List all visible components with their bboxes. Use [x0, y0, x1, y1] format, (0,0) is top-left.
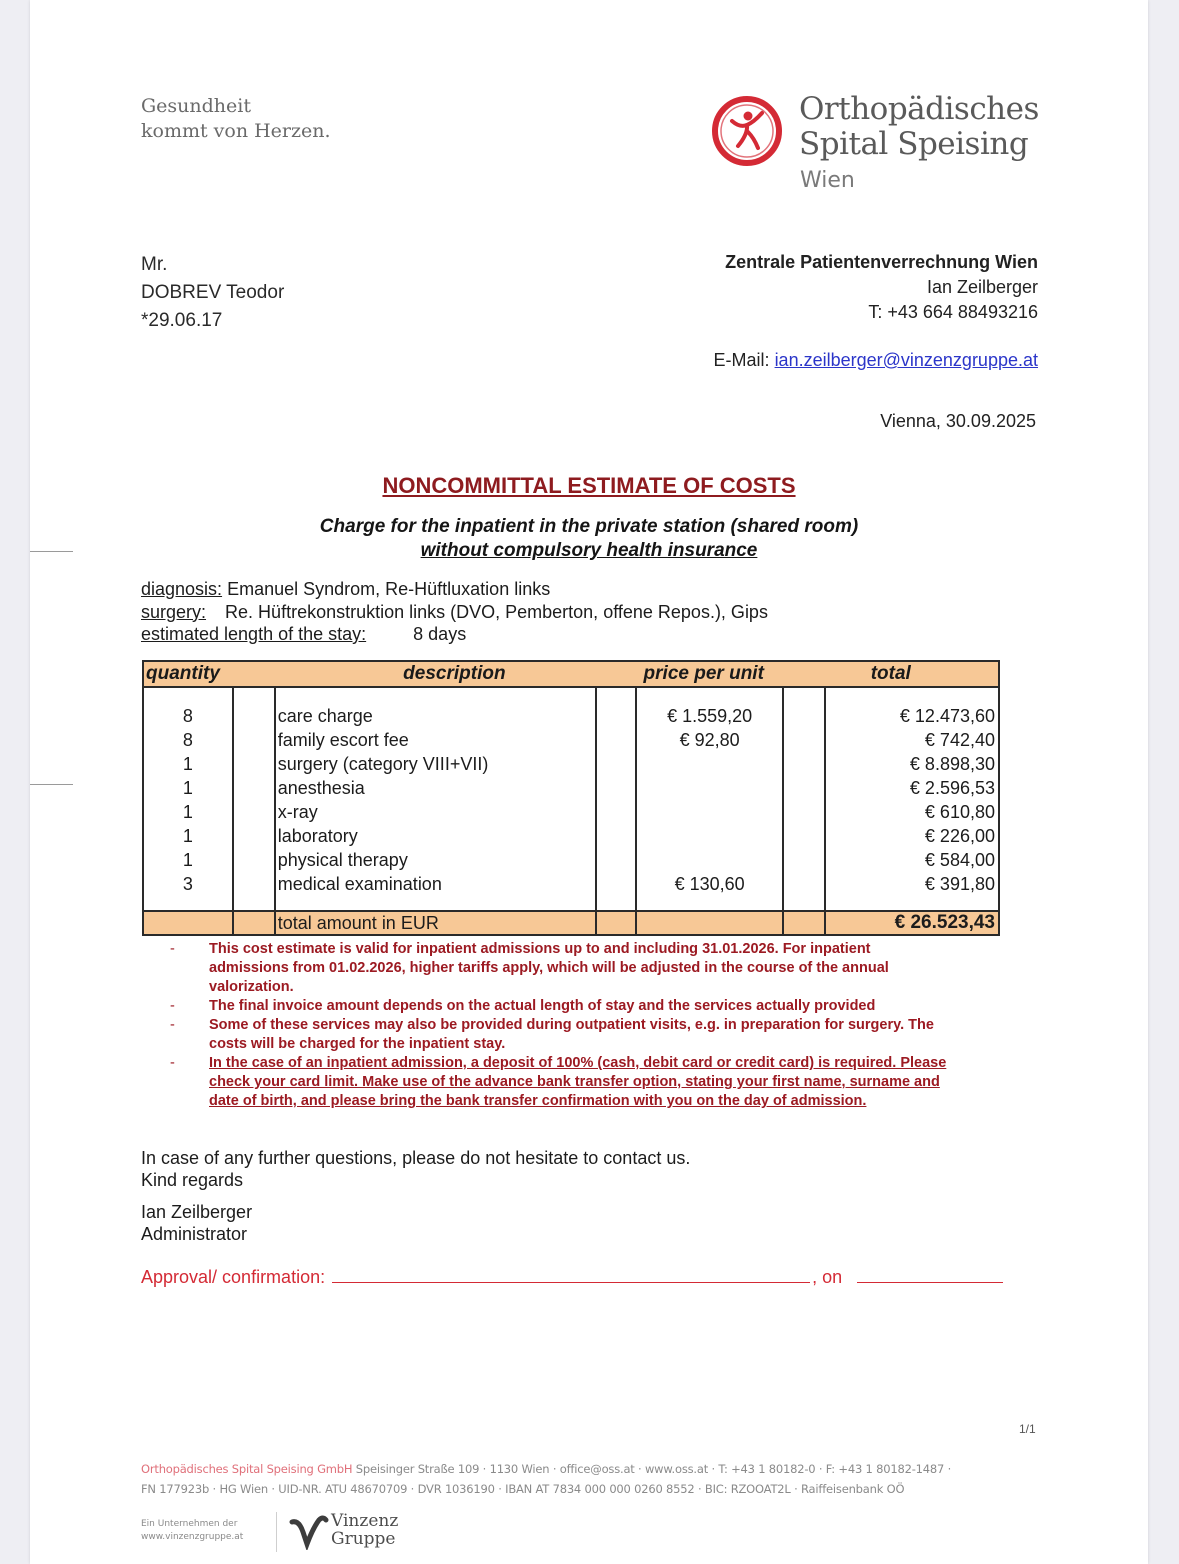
signer-name: Ian Zeilberger	[141, 1202, 253, 1222]
diagnosis-line	[141, 578, 768, 601]
slogan	[141, 94, 331, 144]
row-price-per-unit	[636, 752, 784, 776]
note-text: In the case of an inpatient admission, a deposit of 100% (cash, debit card or credit card) is required. Please check your card limit. Make use of the advance bank transfer option, stating your first name, surname and date of birth, and please bring the bank transfer confirmation with you on the day of admission.	[209, 1055, 947, 1109]
footer-company-name: Orthopädisches Spital Speising GmbH	[141, 1462, 353, 1476]
row-description: surgery (category VIII+VII)	[275, 752, 596, 776]
row-quantity: 1	[182, 754, 193, 774]
email-link[interactable]: ian.zeilberger@vinzenzgruppe.at	[774, 350, 1038, 370]
note-item	[170, 1054, 950, 1111]
row-total: € 391,80	[825, 872, 999, 896]
bullet-dash: -	[170, 941, 175, 957]
row-description: x-ray	[275, 800, 596, 824]
table-spacer	[143, 896, 999, 911]
empty-cell	[233, 728, 275, 752]
footer-registration: FN 177923b · HG Wien · UID-NR. ATU 48670709 · DVR 1036190 · IBAN AT 7834 000 000 0260 8552 · BIC: RZOOAT2L · Raiffeisenbank OÖ	[141, 1482, 905, 1496]
table-row	[143, 848, 999, 872]
vinzenz-v-icon	[289, 1514, 329, 1550]
recipient-birth-date: *29.06.17	[141, 310, 223, 331]
header-price-per-unit: price per unit	[596, 661, 784, 687]
table-spacer	[143, 687, 999, 704]
signer-title: Administrator	[141, 1224, 248, 1244]
row-quantity: 8	[182, 730, 193, 750]
recipient-name: DOBREV Teodor	[141, 282, 285, 303]
empty-cell	[233, 824, 275, 848]
surgery-line	[141, 601, 768, 624]
approval-signature-field[interactable]	[332, 1264, 810, 1283]
approval-line	[141, 1264, 1003, 1288]
row-quantity: 1	[182, 850, 193, 870]
table-row	[143, 824, 999, 848]
header-total: total	[783, 661, 999, 687]
row-quantity: 3	[182, 874, 193, 894]
row-quantity: 1	[182, 826, 193, 846]
fold-mark	[30, 784, 73, 785]
empty-cell	[596, 728, 636, 752]
empty-cell	[783, 824, 825, 848]
group-note: Ein Unternehmen der www.vinzenzgruppe.at	[141, 1519, 244, 1542]
sender-block	[725, 250, 1038, 325]
hospital-city: Wien	[800, 168, 855, 193]
bullet-dash: -	[170, 998, 175, 1014]
footer-company-info	[141, 1459, 951, 1499]
row-description: care charge	[275, 704, 596, 728]
note-text: Some of these services may also be provided during outpatient visits, e.g. in preparation for surgery. The costs will be charged for the inpatient stay.	[209, 1017, 934, 1052]
sender-email-line	[714, 350, 1038, 371]
footer-address: Speisinger Straße 109 · 1130 Wien · office@oss.at · www.oss.at · T: +43 1 80182-0 · F: +43 1 80182-1487 ·	[352, 1462, 952, 1476]
closing-line: In case of any further questions, please do not hesitate to contact us.	[141, 1148, 691, 1168]
empty-cell	[596, 776, 636, 800]
cost-table	[142, 660, 1000, 936]
grand-total-value: € 26.523,43	[825, 911, 999, 935]
row-description: anesthesia	[275, 776, 596, 800]
empty-cell	[783, 704, 825, 728]
row-total: € 742,40	[825, 728, 999, 752]
table-row	[143, 776, 999, 800]
empty-cell	[233, 848, 275, 872]
sender-organization: Zentrale Patientenverrechnung Wien	[725, 252, 1038, 272]
closing-text	[141, 1147, 690, 1191]
table-row	[143, 800, 999, 824]
page-number: 1/1	[1019, 1422, 1036, 1436]
surgery-value: Re. Hüftrekonstruktion links (DVO, Pemberton, offene Repos.), Gips	[225, 601, 768, 622]
row-total: € 12.473,60	[825, 704, 999, 728]
row-quantity: 8	[182, 706, 193, 726]
hospital-logo-icon	[710, 94, 784, 168]
row-price-per-unit	[636, 824, 784, 848]
empty-cell	[783, 752, 825, 776]
document-page	[30, 0, 1148, 1564]
row-quantity: 1	[182, 778, 193, 798]
slogan-line: Gesundheit	[141, 95, 252, 117]
row-price-per-unit	[636, 848, 784, 872]
row-total: € 610,80	[825, 800, 999, 824]
row-description: physical therapy	[275, 848, 596, 872]
notes-list	[170, 940, 950, 1111]
row-total: € 226,00	[825, 824, 999, 848]
table-total-row	[143, 911, 999, 935]
stay-label: estimated length of the stay:	[141, 624, 367, 644]
table-header-row	[143, 661, 999, 687]
total-label: total amount in EUR	[275, 911, 596, 935]
row-total: € 2.596,53	[825, 776, 999, 800]
note-text: The final invoice amount depends on the actual length of stay and the services actually provided	[209, 998, 876, 1014]
row-price-per-unit: € 1.559,20	[636, 704, 784, 728]
table-row	[143, 704, 999, 728]
email-label: E-Mail:	[713, 350, 770, 370]
table-row	[143, 752, 999, 776]
recipient-address	[141, 251, 284, 335]
row-total: € 584,00	[825, 848, 999, 872]
approval-on-label: , on	[812, 1267, 843, 1287]
empty-cell	[596, 824, 636, 848]
bullet-dash: -	[170, 1017, 175, 1033]
row-description: laboratory	[275, 824, 596, 848]
hospital-name: Orthopädisches Spital Speising	[799, 91, 1039, 162]
row-price-per-unit: € 92,80	[636, 728, 784, 752]
empty-cell	[233, 800, 275, 824]
empty-cell	[596, 848, 636, 872]
table-row	[143, 728, 999, 752]
row-price-per-unit: € 130,60	[636, 872, 784, 896]
diagnosis-value: Emanuel Syndrom, Re-Hüftluxation links	[227, 579, 551, 599]
empty-cell	[596, 800, 636, 824]
surgery-label: surgery:	[141, 601, 207, 622]
header-description: description	[275, 661, 596, 687]
approval-date-field[interactable]	[857, 1264, 1003, 1283]
approval-label: Approval/ confirmation:	[141, 1267, 326, 1287]
row-price-per-unit	[636, 776, 784, 800]
empty-cell	[233, 752, 275, 776]
empty-cell	[783, 728, 825, 752]
row-total: € 8.898,30	[825, 752, 999, 776]
empty-cell	[233, 872, 275, 896]
sender-phone: T: +43 664 88493216	[868, 302, 1038, 322]
note-item	[170, 940, 950, 997]
row-description: family escort fee	[275, 728, 596, 752]
note-item	[170, 997, 950, 1016]
note-text: This cost estimate is valid for inpatient admissions up to and including 31.01.2026. For inpatient admissions from 01.02.2026, higher tariffs apply, which will be adjusted in the course of the annual valorization.	[209, 941, 889, 995]
empty-cell	[233, 776, 275, 800]
empty-cell	[233, 704, 275, 728]
empty-cell	[596, 704, 636, 728]
sender-contact-name: Ian Zeilberger	[926, 277, 1038, 297]
table-row	[143, 872, 999, 896]
document-title: NONCOMMITTAL ESTIMATE OF COSTS	[382, 473, 796, 498]
empty-cell	[596, 872, 636, 896]
group-name: Vinzenz Gruppe	[331, 1511, 399, 1549]
row-quantity: 1	[182, 802, 193, 822]
diagnosis-label: diagnosis:	[141, 579, 223, 599]
empty-cell	[596, 752, 636, 776]
empty-cell	[783, 776, 825, 800]
logo-divider	[276, 1512, 277, 1552]
signature-block	[141, 1201, 252, 1245]
closing-greeting: Kind regards	[141, 1170, 244, 1190]
case-info	[141, 578, 768, 646]
slogan-line: kommt von Herzen.	[141, 120, 331, 142]
stay-value: 8 days	[413, 624, 467, 644]
empty-cell	[783, 848, 825, 872]
note-item	[170, 1016, 950, 1054]
stay-line	[141, 623, 768, 646]
row-price-per-unit	[636, 800, 784, 824]
letter-date: Vienna, 30.09.2025	[880, 411, 1036, 431]
empty-cell	[783, 872, 825, 896]
header-quantity: quantity	[143, 661, 275, 687]
recipient-salutation: Mr.	[141, 254, 168, 275]
bullet-dash: -	[170, 1055, 175, 1071]
empty-cell	[783, 800, 825, 824]
document-subtitle: Charge for the inpatient in the private station (shared room) without compulsory health insurance	[319, 516, 859, 561]
row-description: medical examination	[275, 872, 596, 896]
